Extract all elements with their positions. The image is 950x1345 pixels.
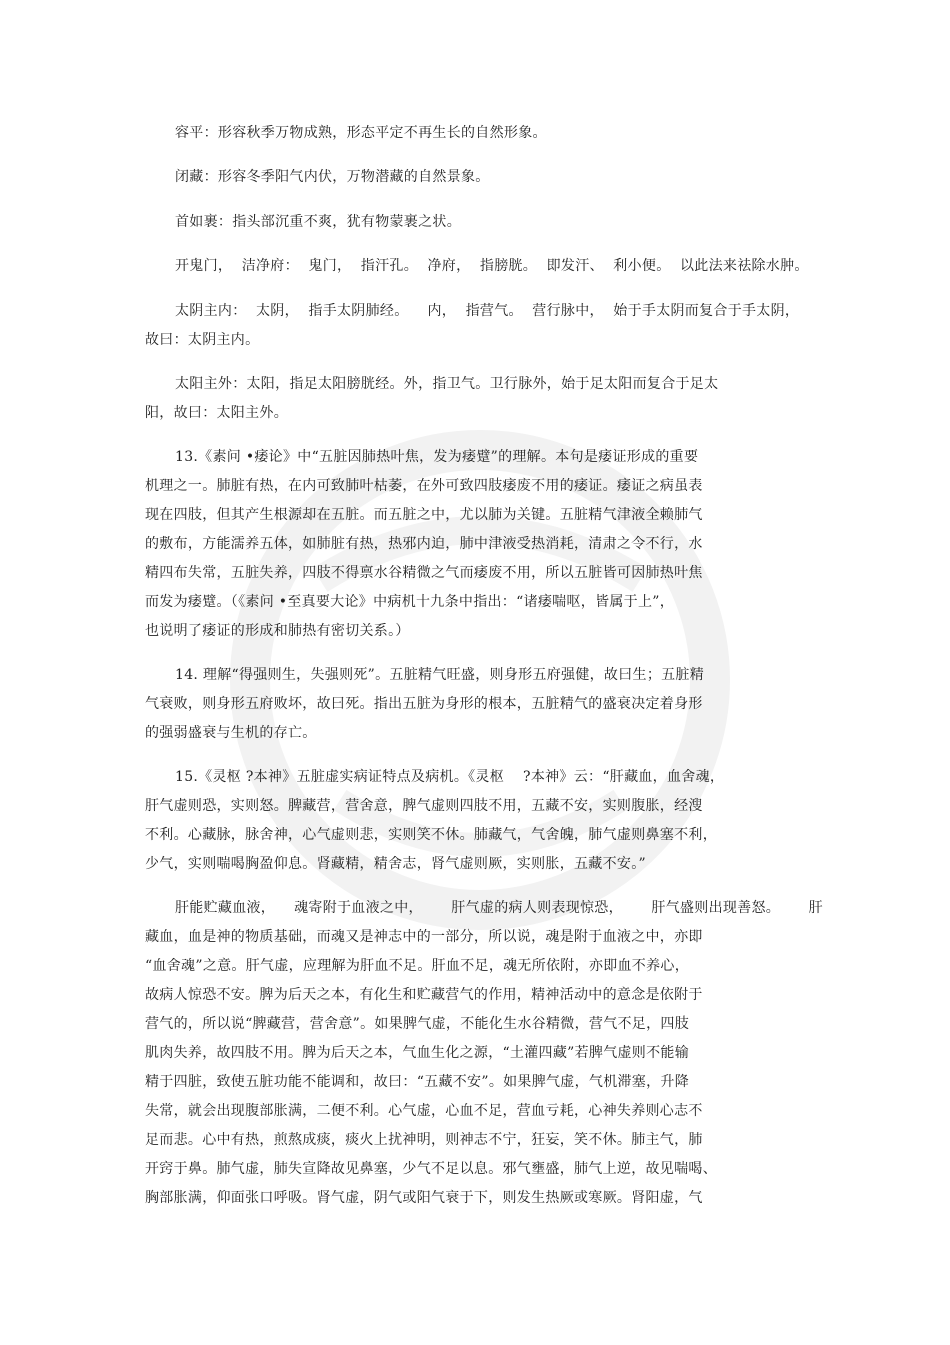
text-line: 故病人惊恐不安。脾为后天之本，有化生和贮藏营气的作用，精神活动中的意念是依附于 bbox=[145, 987, 703, 1003]
text-line: “血舍魂”之意。肝气虚，应理解为肝血不足。肝血不足，魂无所依附，亦即血不养心， bbox=[145, 958, 690, 974]
text-line: 藏血，血是神的物质基础，而魂又是神志中的一部分，所以说，魂是附于血液之中，亦即 bbox=[145, 929, 703, 945]
text-line: 肝能贮藏血液， 魂寄附于血液之中， 肝气虚的病人则表现惊恐， 肝气盛则出现善怒。 肝 bbox=[175, 900, 823, 916]
text-line: 的敷布，方能濡养五体，如肺脏有热，热邪内迫，肺中津液受热消耗，清肃之令不行，水 bbox=[145, 536, 703, 552]
text-line: 胸部胀满，仰面张口呼吸。肾气虚，阴气或阳气衰于下，则发生热厥或寒厥。肾阳虚，气 bbox=[145, 1190, 703, 1206]
text-line: 失常，就会出现腹部胀满，二便不利。心气虚，心血不足，营血亏耗，心神失养则心志不 bbox=[145, 1103, 703, 1119]
text-line: 14. 理解“得强则生，失强则死”。五脏精气旺盛，则身形五府强健，故曰生；五脏精 bbox=[175, 667, 705, 683]
text-line: 的强弱盛衰与生机的存亡。 bbox=[145, 725, 317, 741]
text-line: 现在四肢，但其产生根源却在五脏。而五脏之中，尤以肺为关键。五脏精气津液全赖肺气 bbox=[145, 507, 703, 523]
text-line: 闭藏：形容冬季阳气内伏，万物潜藏的自然景象。 bbox=[175, 169, 490, 185]
text-line: 肝气虚则恐，实则怒。脾藏营，营舍意，脾气虚则四肢不用，五藏不安，实则腹胀，经溲 bbox=[145, 798, 703, 814]
text-line: 气衰败，则身形五府败坏，故曰死。指出五脏为身形的根本，五脏精气的盛衰决定着身形 bbox=[145, 696, 703, 712]
text-line: 足而悲。心中有热，煎熬成痰，痰火上扰神明，则神志不宁，狂妄，笑不休。肺主气，肺 bbox=[145, 1132, 703, 1148]
text-line: 开窍于鼻。肺气虚，肺失宣降故见鼻塞，少气不足以息。邪气壅盛，肺气上逆，故见喘喝、 bbox=[145, 1161, 717, 1177]
text-line: 也说明了痿证的形成和肺热有密切关系。） bbox=[145, 623, 410, 639]
text-line: 首如裹：指头部沉重不爽，犹有物蒙裹之状。 bbox=[175, 214, 461, 230]
text-line: 营气的，所以说“脾藏营，营舍意”。如果脾气虚，不能化生水谷精微，营气不足，四肢 bbox=[145, 1016, 690, 1032]
text-line: 太阴主内： 太阴， 指手太阴肺经。 内， 指营气。 营行脉中， 始于手太阴而复合于手太阴， bbox=[175, 303, 800, 319]
text-line: 13.《素问 •痿论》中“五脏因肺热叶焦，发为痿躄”的理解。本句是痿证形成的重要 bbox=[175, 449, 699, 465]
text-line: 开鬼门， 洁净府： 鬼门， 指汗孔。 净府， 指膀胱。 即发汗、 利小便。 以此法来祛除水肿。 bbox=[175, 258, 809, 274]
text-line: 精四布失常，五脏失养，四肢不得禀水谷精微之气而痿废不用，所以五脏皆可因肺热叶焦 bbox=[145, 565, 703, 581]
text-line: 容平：形容秋季万物成熟，形态平定不再生长的自然形象。 bbox=[175, 125, 547, 141]
text-line: 少气，实则喘喝胸盈仰息。肾藏精，精舍志，肾气虚则厥，实则胀，五藏不安。” bbox=[145, 856, 646, 872]
text-line: 而发为痿躄。（《素问 •至真要大论》中病机十九条中指出：“诸痿喘呕，皆属于上”， bbox=[145, 594, 675, 610]
text-line: 故曰：太阴主内。 bbox=[145, 332, 260, 348]
text-line: 肌肉失养，故四肢不用。脾为后天之本，气血生化之源，“土灌四藏”若脾气虚则不能输 bbox=[145, 1045, 690, 1061]
text-line: 太阳主外：太阳，指足太阳膀胱经。外，指卫气。卫行脉外，始于足太阳而复合于足太 bbox=[175, 376, 719, 392]
text-line: 精于四脏，致使五脏功能不能调和，故曰：“五藏不安”。如果脾气虚，气机滞塞，升降 bbox=[145, 1074, 690, 1090]
text-line: 阳，故曰：太阳主外。 bbox=[145, 405, 288, 421]
text-line: 机理之一。肺脏有热，在内可致肺叶枯萎，在外可致四肢痿废不用的痿证。痿证之病虽表 bbox=[145, 478, 703, 494]
text-line: 不利。心藏脉，脉舍神，心气虚则悲，实则笑不休。肺藏气，气舍魄，肺气虚则鼻塞不利， bbox=[145, 827, 717, 843]
text-line: 15.《灵枢 ?本神》五脏虚实病证特点及病机。《灵枢 ?本神》云：“肝藏血，血舍魂， bbox=[175, 769, 725, 785]
